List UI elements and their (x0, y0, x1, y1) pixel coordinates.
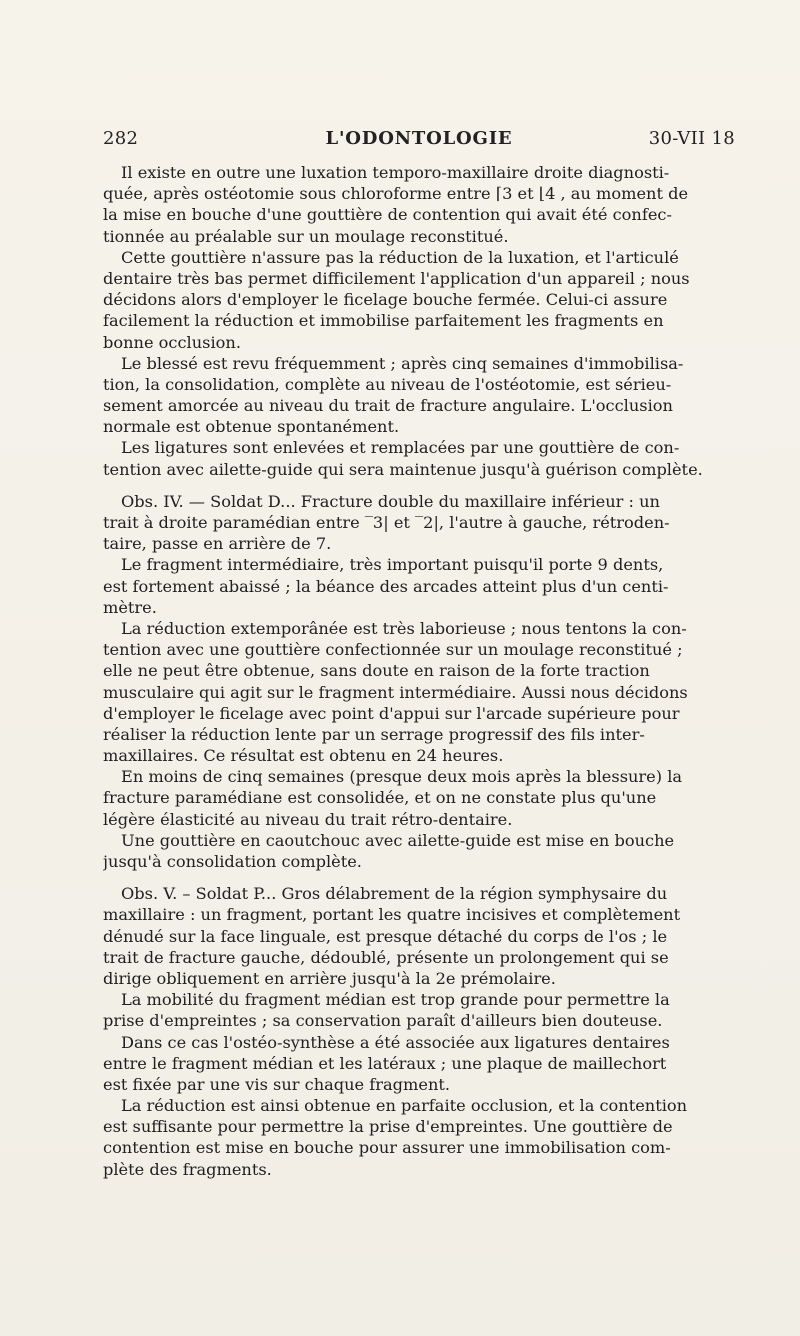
body-text (103, 162, 736, 1180)
text-line: dentaire très bas permet difficilement l'application d'un appareil ; nous (103, 268, 690, 288)
page-number: 282 (103, 128, 139, 149)
text-line: réaliser la réduction lente par un serrage progressif des fils inter- (103, 724, 645, 744)
text-line: Dans ce cas l'ostéo-synthèse a été associée aux ligatures dentaires (121, 1032, 670, 1052)
page-header (103, 128, 735, 154)
text-line: tention avec ailette-guide qui sera maintenue jusqu'à guérison complète. (103, 459, 703, 479)
text-line: Le blessé est revu fréquemment ; après cinq semaines d'immobilisa- (121, 353, 684, 373)
text-line: elle ne peut être obtenue, sans doute en raison de la forte traction (103, 661, 650, 681)
text-line: La réduction est ainsi obtenue en parfaite occlusion, et la contention (121, 1096, 688, 1116)
text-line: trait à droite paramédian entre ‾3| et ‾2|, l'autre à gauche, rétroden- (103, 513, 670, 532)
text-line: est fixée par une vis sur chaque fragment. (103, 1074, 451, 1094)
text-line: légère élasticité au niveau du trait rétro-dentaire. (103, 809, 513, 829)
text-line: Une gouttière en caoutchouc avec ailette-guide est mise en bouche (121, 830, 675, 850)
text-line: maxillaires. Ce résultat est obtenu en 24 heures. (103, 746, 504, 766)
text-line: tention avec une gouttière confectionnée sur un moulage reconstitué ; (103, 640, 683, 660)
text-line: En moins de cinq semaines (presque deux mois après la blessure) la (121, 767, 683, 787)
text-line: est suffisante pour permettre la prise d'empreintes. Une gouttière de (103, 1117, 673, 1137)
text-line: facilement la réduction et immobilise parfaitement les fragments en (103, 311, 664, 331)
text-line: entre le fragment médian et les latéraux ; une plaque de maillechort (103, 1053, 667, 1073)
text-line: mètre. (103, 597, 157, 617)
text-line: sement amorcée au niveau du trait de fracture angulaire. L'occlusion (103, 396, 673, 416)
text-line: taire, passe en arrière de 7. (103, 534, 332, 554)
text-line: dirige obliquement en arrière jusqu'à la 2e prémolaire. (103, 968, 556, 988)
text-line: fracture paramédiane est consolidée, et on ne constate plus qu'une (103, 788, 657, 808)
text-line: d'employer le ficelage avec point d'appui sur l'arcade supérieure pour (103, 703, 680, 723)
text-line: est fortement abaissé ; la béance des arcades atteint plus d'un centi- (103, 576, 669, 596)
text-line: plète des fragments. (103, 1159, 272, 1179)
text-line: Cette gouttière n'assure pas la réduction de la luxation, et l'articulé (121, 247, 679, 267)
text-line: bonne occlusion. (103, 332, 241, 352)
text-line: maxillaire : un fragment, portant les quatre incisives et complètement (103, 905, 681, 925)
text-line: La réduction extemporânée est très laborieuse ; nous tentons la con- (121, 618, 687, 638)
text-line: prise d'empreintes ; sa conservation paraît d'ailleurs bien douteuse. (103, 1011, 663, 1031)
paragraph-gap (103, 872, 736, 883)
text-line: Les ligatures sont enlevées et remplacées par une gouttière de con- (121, 438, 680, 458)
text-line: contention est mise en bouche pour assurer une immobilisation com- (103, 1138, 671, 1158)
text-line: tionnée au préalable sur un moulage reconstitué. (103, 226, 509, 246)
text-line: La mobilité du fragment médian est trop grande pour permettre la (121, 990, 670, 1010)
text-line: normale est obtenue spontanément. (103, 417, 400, 437)
text-line: Obs. IV. — Soldat D... Fracture double du maxillaire inférieur : un (121, 491, 660, 511)
text-line: dénudé sur la face linguale, est presque détaché du corps de l'os ; le (103, 926, 668, 946)
text-line: musculaire qui agit sur le fragment intermédiaire. Aussi nous décidons (103, 682, 688, 702)
text-line: Il existe en outre une luxation temporo-maxillaire droite diagnosti- (121, 163, 670, 182)
issue-date: 30-VII 18 (648, 128, 735, 149)
paragraph-gap (103, 480, 736, 491)
journal-title: L'ODONTOLOGIE (325, 128, 513, 149)
text-line: trait de fracture gauche, dédoublé, présente un prolongement qui se (103, 947, 669, 967)
text-line: jusqu'à consolidation complète. (103, 852, 362, 871)
text-line: quée, après ostéotomie sous chloroforme entre ⌈3 et ⌊4 , au moment de (103, 184, 689, 204)
text-line: tion, la consolidation, complète au niveau de l'ostéotomie, est sérieu- (103, 374, 672, 394)
text-line: Le fragment intermédiaire, très important puisqu'il porte 9 dents, (121, 555, 664, 575)
text-line: la mise en bouche d'une gouttière de contention qui avait été confec- (103, 205, 672, 225)
text-line: Obs. V. – Soldat P... Gros délabrement de la région symphysaire du (121, 884, 668, 904)
text-line: décidons alors d'employer le ficelage bouche fermée. Celui-ci assure (103, 290, 668, 310)
